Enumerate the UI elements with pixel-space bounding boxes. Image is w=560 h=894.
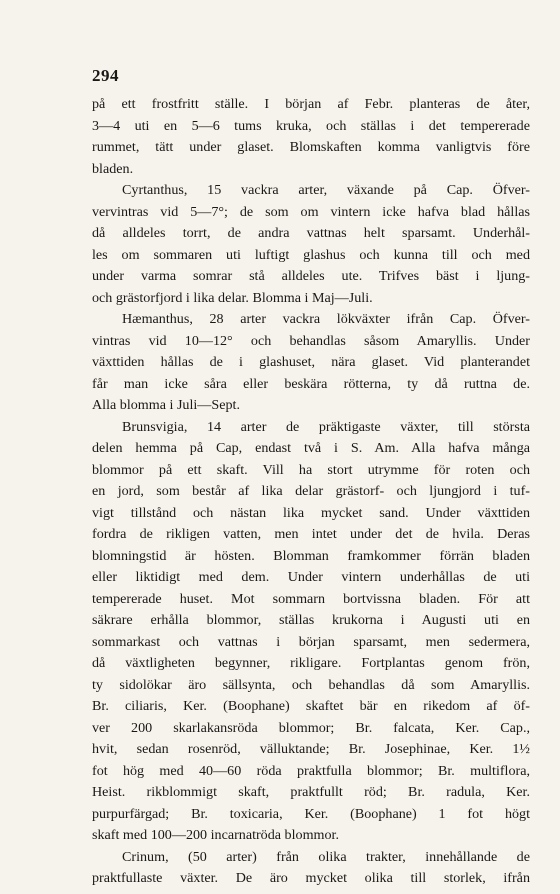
text-line: bladen. <box>92 160 134 177</box>
text-line: tempererade huset. Mot sommarn bortvissna bladen. För att <box>92 590 530 607</box>
text-line: under varma somrar stå alldeles ute. Trifves bäst i ljung- <box>92 268 530 284</box>
page-body <box>92 94 530 890</box>
text-line: Cyrtanthus, 15 vackra arter, växande på Cap. Öfver- <box>122 182 530 198</box>
text-line: 3—4 uti en 5—6 tums kruka, och ställas i det tempererade <box>92 117 530 134</box>
text-line: fordra de rikligen vatten, men intet under det de hvila. Deras <box>92 526 530 542</box>
text-line: eller liktidigt med dem. Under vintern underhållas de uti <box>92 569 530 585</box>
text-line: praktfullaste växter. De äro mycket olika till storlek, ifrån <box>92 870 530 886</box>
text-line: Hæmanthus, 28 arter vackra lökväxter ifrån Cap. Öfver- <box>122 311 530 327</box>
text-line: säkrare erhålla blommor, ställas krukorna i Augusti uti en <box>92 612 530 628</box>
text-line: blomningstid är hösten. Blomman framkommer förrän bladen <box>92 547 530 564</box>
text-line: växttiden hållas de i glashuset, nära glaset. Vid planterandet <box>92 354 530 370</box>
text-line: en jord, som består af lika delar grästorf- och ljungjord i tuf- <box>92 483 530 499</box>
text-line: hvit, sedan rosenröd, välluktande; Br. Josephinae, Ker. 1½ <box>92 741 530 757</box>
text-line: purpurfärgad; Br. toxicaria, Ker. (Boophane) 1 fot högt <box>92 805 530 822</box>
text-line: då växtligheten begynner, rikligare. Fortplantas genom frön, <box>92 655 530 671</box>
text-line: sommarkast och vattnas i början sparsamt, men sedermera, <box>92 633 530 650</box>
text-line: vintras vid 10—12° och behandlas såsom Amaryllis. Under <box>92 332 530 349</box>
text-line: Br. ciliaris, Ker. (Boophane) skaftet bär en rikedom af öf- <box>92 698 530 714</box>
text-line: ty sidolökar äro sällsynta, och behandlas då som Amaryllis. <box>92 676 530 693</box>
text-line: Crinum, (50 arter) från olika trakter, innehållande de <box>122 848 530 865</box>
text-line: blommor på ett skaft. Vill ha stort utrymme för roten och <box>92 461 530 478</box>
text-line: vervintras vid 5—7°; de som om vintern icke hafva blad hållas <box>92 203 530 220</box>
text-line: Heist. rikblommigt skaft, praktfullt röd; Br. radula, Ker. <box>92 784 530 800</box>
text-line: fot hög med 40—60 röda praktfulla blommor; Br. multiflora, <box>92 762 530 779</box>
text-line: skaft med 100—200 incarnatröda blommor. <box>92 827 339 843</box>
text-line: på ett frostfritt ställe. I början af Febr. planteras de åter, <box>92 96 530 112</box>
text-line: Brunsvigia, 14 arter de präktigaste växter, till största <box>122 418 530 435</box>
text-line: Alla blomma i Juli—Sept. <box>92 397 240 413</box>
text-line: les om sommaren uti luftigt glashus och kunna till och med <box>92 246 530 263</box>
text-line: ver 200 skarlakansröda blommor; Br. falcata, Ker. Cap., <box>92 719 530 736</box>
text-line: vigt tillstånd och nästan lika mycket sand. Under växttiden <box>92 504 530 521</box>
text-line: och grästorfjord i lika delar. Blomma i Maj—Juli. <box>92 289 373 306</box>
text-line: då alldeles torrt, de andra vattnas helt sparsamt. Underhål- <box>92 225 530 241</box>
text-line: rummet, tätt under glaset. Blomskaften komma vanligtvis före <box>92 139 530 155</box>
text-line: delen hemma på Cap, endast två i S. Am. Alla hafva många <box>92 440 530 456</box>
page-number: 294 <box>92 66 119 85</box>
text-line: får man icke såra eller beskära rötterna, ty då ruttna de. <box>92 375 530 392</box>
